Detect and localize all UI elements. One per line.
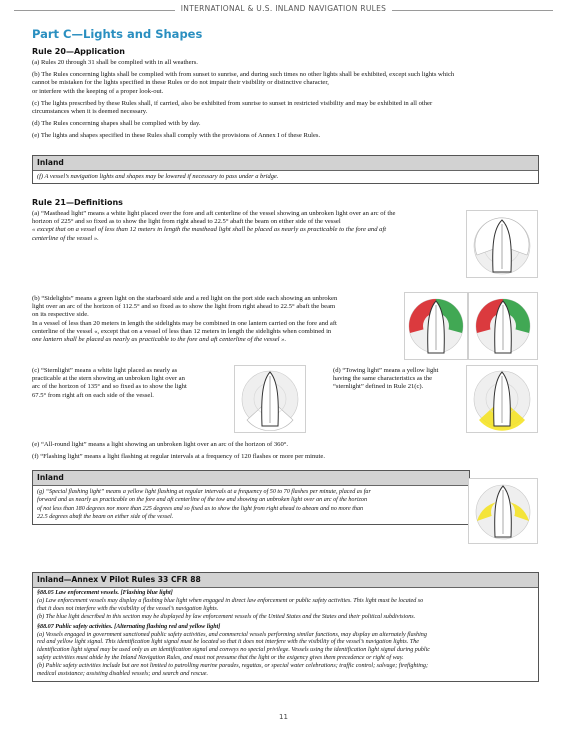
rule21-heading: Rule 21—Definitions — [32, 198, 123, 207]
sternlight-diagram — [234, 365, 306, 433]
inland3-l3: (b) The blue light described in this section may be displayed by law enforcement vessels of the United States and the States and their political subdivisions. — [37, 613, 416, 620]
rule20-e: (e) The lights and shapes specified in these Rules shall comply with the provisions of Annex I of these Rules. — [32, 132, 321, 140]
inland-box-2-head: Inland — [33, 471, 469, 486]
inland2-l4: 22.5 degrees abaft the beam on either side of the vessel. — [37, 514, 174, 521]
inland3-s2: §88.07 Public safety activities. [Alternating flashing red and yellow light] — [37, 623, 221, 630]
rule20-c2: circumstances when it is deemed necessary. — [32, 108, 148, 116]
inland-box-3-head: Inland—Annex V Pilot Rules 33 CFR 88 — [33, 573, 538, 588]
rule21-b2: light over an arc of the horizon of 112.5° and so fixed as to show the light from right ahead to 22.5° abaft the beam — [32, 303, 336, 311]
rule21-a2: horizon of 225° and so fixed as to show the light from right ahead to 22.5° abaft the beam on either side of the vessel — [32, 218, 341, 226]
inland3-m3: identification light signal may be used only as an identification signal and conveys no special privilege. Vessels using the identification light signal during public — [37, 647, 430, 654]
rule21-a4: centerline of the vessel ». — [32, 234, 99, 242]
page-number: 11 — [279, 713, 288, 721]
sidelights-diagram — [404, 292, 468, 360]
rule21-b-text — [32, 295, 404, 344]
rule20-b2: cannot be mistaken for the lights specified in these Rules or do not impair their visibility or distinctive character, — [32, 79, 329, 87]
rule20-b1: (b) The Rules concerning lights shall be complied with from sunset to sunrise, and during such times no other lights shall be exhibited, except such lights which — [32, 71, 455, 79]
inland2-l3: of not less than 180 degrees nor more than 225 degrees and so fixed as to show the light from right ahead to abeam and no more than — [37, 505, 364, 512]
inland-box-2 — [32, 470, 470, 525]
rule21-a1: (a) “Masthead light” means a white light placed over the fore and aft centerline of the vessel showing an unbroken light over an arc of the — [32, 210, 396, 217]
rule21-c-text — [32, 367, 232, 400]
inland3-l2: that it does not interfere with the visibility of the vessel’s navigation lights. — [37, 605, 219, 612]
masthead-light-diagram — [466, 210, 538, 278]
rule21-b5: centerline of the vessel «, except that on a vessel of less than 12 meters in length the sidelights when combined in — [32, 327, 332, 335]
inland-box-3-text — [33, 588, 538, 681]
rule21-a3: « except that on a vessel of less than 12 meters in length the masthead light shall be placed as nearly as practicable to the fore and aft — [32, 226, 387, 234]
rule21-e: (e) “All-round light” means a light showing an unbroken light over an arc of the horizon of 360°. — [32, 441, 289, 448]
combined-sidelights-diagram — [468, 292, 538, 360]
rule21-f: (f) “Flashing light” means a light flashing at regular intervals at a frequency of 120 flashes or more per minute. — [32, 453, 325, 461]
inland3-m4: safety activities must abide by the Inland Navigation Rules, and must not presume that the light or the exigency gives them precedence or right of way. — [37, 655, 404, 662]
rule21-b4: In a vessel of less than 20 meters in length the sidelights may be combined in one lantern carried on the fore and aft — [32, 319, 337, 327]
inland-box-1-text: (f) A vessel’s navigation lights and shapes may be lowered if necessary to pass under a bridge. — [37, 173, 279, 180]
inland3-l1: (a) Law enforcement vessels may display a flashing blue light when engaged in direct law enforcement or public safety activities. This light must be located so — [37, 597, 424, 604]
inland2-l2: forward and as nearly as practicable on the fore and aft centerline of the tow and showing an unbroken light over an arc of the horizon — [37, 497, 367, 504]
part-title: Part C—Lights and Shapes — [32, 27, 203, 41]
rule20-text — [32, 59, 537, 141]
inland-box-3 — [32, 572, 539, 682]
rule21-c2: practicable at the stern showing an unbroken light over an — [32, 375, 185, 383]
rule21-b1: (b) “Sidelights” means a green light on the starboard side and a red light on the port side each showing an unbroken — [32, 295, 338, 302]
inland-box-2-text — [33, 486, 469, 524]
rule20-d: (d) The Rules concerning shapes shall be complied with by day. — [32, 120, 201, 128]
rule21-d2: having the same characteristics as the — [333, 375, 433, 383]
rule21-c3: arc of the horizon of 135° and so fixed as to show the light — [32, 383, 187, 391]
inland3-m6: medical assistance; assisting disabled vessels; and search and rescue. — [37, 671, 208, 678]
rule20-a: (a) Rules 20 through 31 shall be complied with in all weathers. — [32, 59, 198, 66]
special-flashing-light-diagram — [468, 478, 538, 544]
rule21-a-text — [32, 210, 464, 243]
rule21-ef-text — [32, 441, 537, 461]
inland3-m1: (a) Vessels engaged in government sanctioned public safety activities, and commercial vessels performing similar functions, may display an alternately flashing — [37, 631, 427, 638]
running-header — [0, 4, 567, 13]
rule21-b6: one lantern shall be placed as nearly as practicable to the fore and aft centerline of the vessel ». — [32, 336, 287, 344]
rule21-c4: 67.5° from right aft on each side of the vessel. — [32, 391, 154, 399]
rule21-d-text — [333, 367, 468, 392]
inland2-l1: (g) “Special flashing light” means a yellow light flashing at regular intervals at a frequency of 50 to 70 flashes per minute, placed as far — [37, 489, 371, 495]
inland-box-1 — [32, 155, 539, 184]
rule21-b3: on its respective side. — [32, 311, 89, 319]
inland3-m5: (b) Public safety activities include but are not limited to patrolling marine parades, regattas, or special water celebrations; traffic control; salvage; firefighting; — [37, 663, 429, 670]
rule21-c1: (c) “Sternlight” means a white light placed as nearly as — [32, 367, 178, 374]
rule21-d3: “sternlight” defined in Rule 21(c). — [333, 383, 424, 391]
inland3-m2: red and yellow light signal. This identification light signal must be located so that it does not interfere with the visibility of the vessel’s navigation lights. The — [37, 639, 419, 646]
running-header-text: INTERNATIONAL & U.S. INLAND NAVIGATION RULES — [175, 4, 392, 13]
inland3-s1: §88.05 Law enforcement vessels. [Flashing blue light] — [37, 590, 173, 596]
rule20-b3: or interfere with the keeping of a proper look-out. — [32, 87, 164, 95]
inland-box-1-head: Inland — [33, 156, 538, 171]
rule21-d1: (d) “Towing light” means a yellow light — [333, 367, 439, 374]
rule20-heading: Rule 20—Application — [32, 47, 125, 56]
rule20-c1: (c) The lights prescribed by these Rules shall, if carried, also be exhibited from sunrise to sunset in restricted visibility and may be exhibited in all other — [32, 99, 433, 107]
towing-light-diagram — [466, 365, 538, 433]
